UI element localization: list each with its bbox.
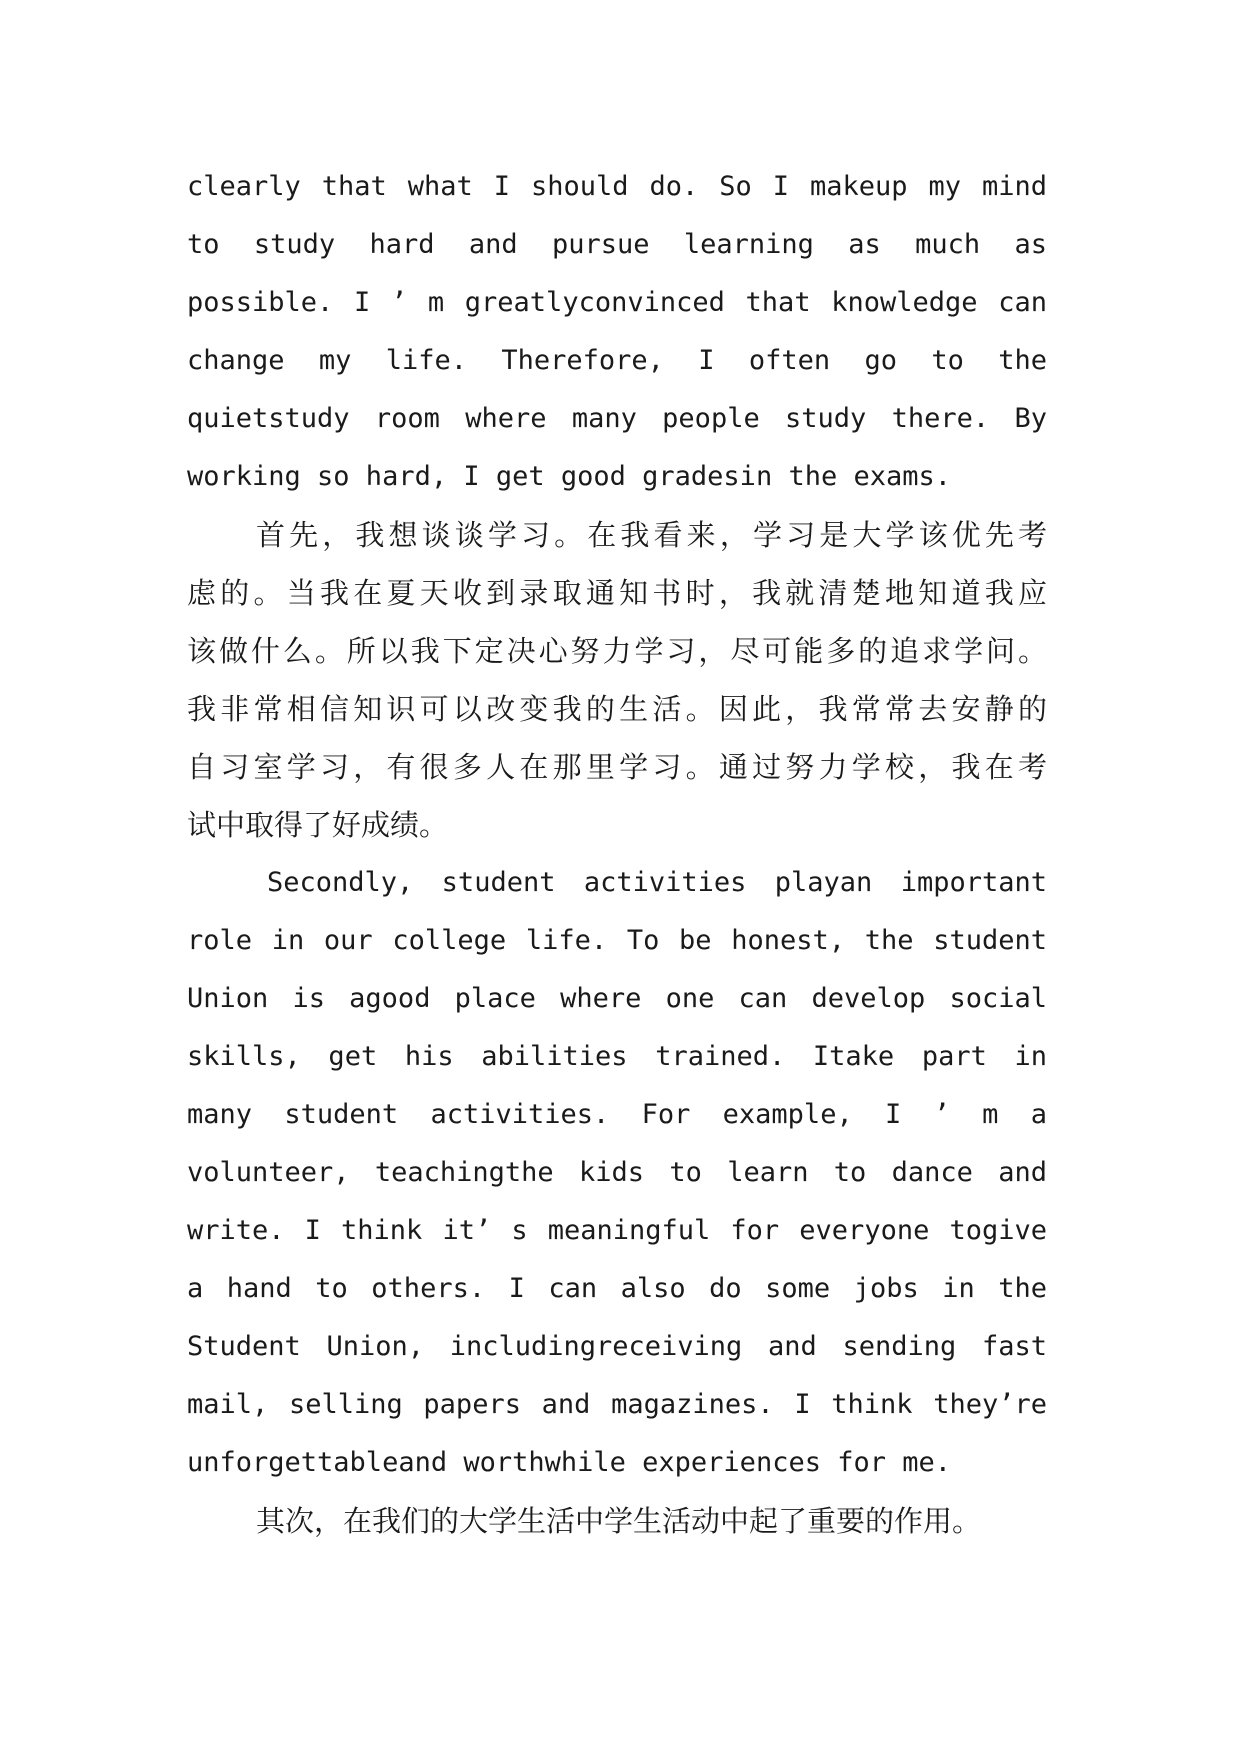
text-line: unforgettableand worthwhile experiences for me. (187, 1447, 952, 1478)
text-line: clearly that what I should do. So I makeup my mind (187, 171, 1047, 202)
text-line: 试中取得了好成绩。 (187, 808, 449, 842)
text-line: volunteer, teachingthe kids to learn to dance and (187, 1157, 1047, 1188)
text-line: 首先，我想谈谈学习。在我看来，学习是大学该优先考 (256, 518, 1047, 552)
body-text (187, 158, 1047, 1550)
text-line: Student Union, includingreceiving and sending fast (187, 1331, 1047, 1362)
paragraph-english-activities (187, 854, 1047, 1492)
text-line: role in our college life. To be honest, the student (187, 925, 1047, 956)
text-line: working so hard, I get good gradesin the exams. (187, 461, 952, 492)
text-line: quietstudy room where many people study there. By (187, 403, 1047, 434)
text-line: Union is agood place where one can develop social (187, 983, 1047, 1014)
text-line: a hand to others. I can also do some jobs in the (187, 1273, 1047, 1304)
text-line: 该做什么。所以我下定决心努力学习，尽可能多的追求学问。 (187, 634, 1047, 668)
text-line: write. I think it’ s meaningful for everyone togive (187, 1215, 1047, 1246)
text-line: possible. I ’ m greatlyconvinced that knowledge can (187, 287, 1047, 318)
text-line: mail, selling papers and magazines. I think they’re (187, 1389, 1047, 1420)
text-line: 我非常相信知识可以改变我的生活。因此，我常常去安静的 (187, 692, 1047, 726)
text-line: skills, get his abilities trained. Itake part in (187, 1041, 1047, 1072)
paragraph-chinese-activities (187, 1492, 1047, 1550)
text-line: Secondly, student activities playan important (267, 867, 1047, 898)
paragraph-chinese-study (187, 506, 1047, 854)
paragraph-english-study (187, 158, 1047, 506)
text-line: many student activities. For example, I ’ m a (187, 1099, 1047, 1130)
text-line: to study hard and pursue learning as much as (187, 229, 1047, 260)
text-line: 虑的。当我在夏天收到录取通知书时，我就清楚地知道我应 (187, 576, 1047, 610)
text-line: 自习室学习，有很多人在那里学习。通过努力学校，我在考 (187, 750, 1047, 784)
text-line: 其次，在我们的大学生活中学生活动中起了重要的作用。 (256, 1504, 982, 1538)
text-line: change my life. Therefore, I often go to the (187, 345, 1047, 376)
